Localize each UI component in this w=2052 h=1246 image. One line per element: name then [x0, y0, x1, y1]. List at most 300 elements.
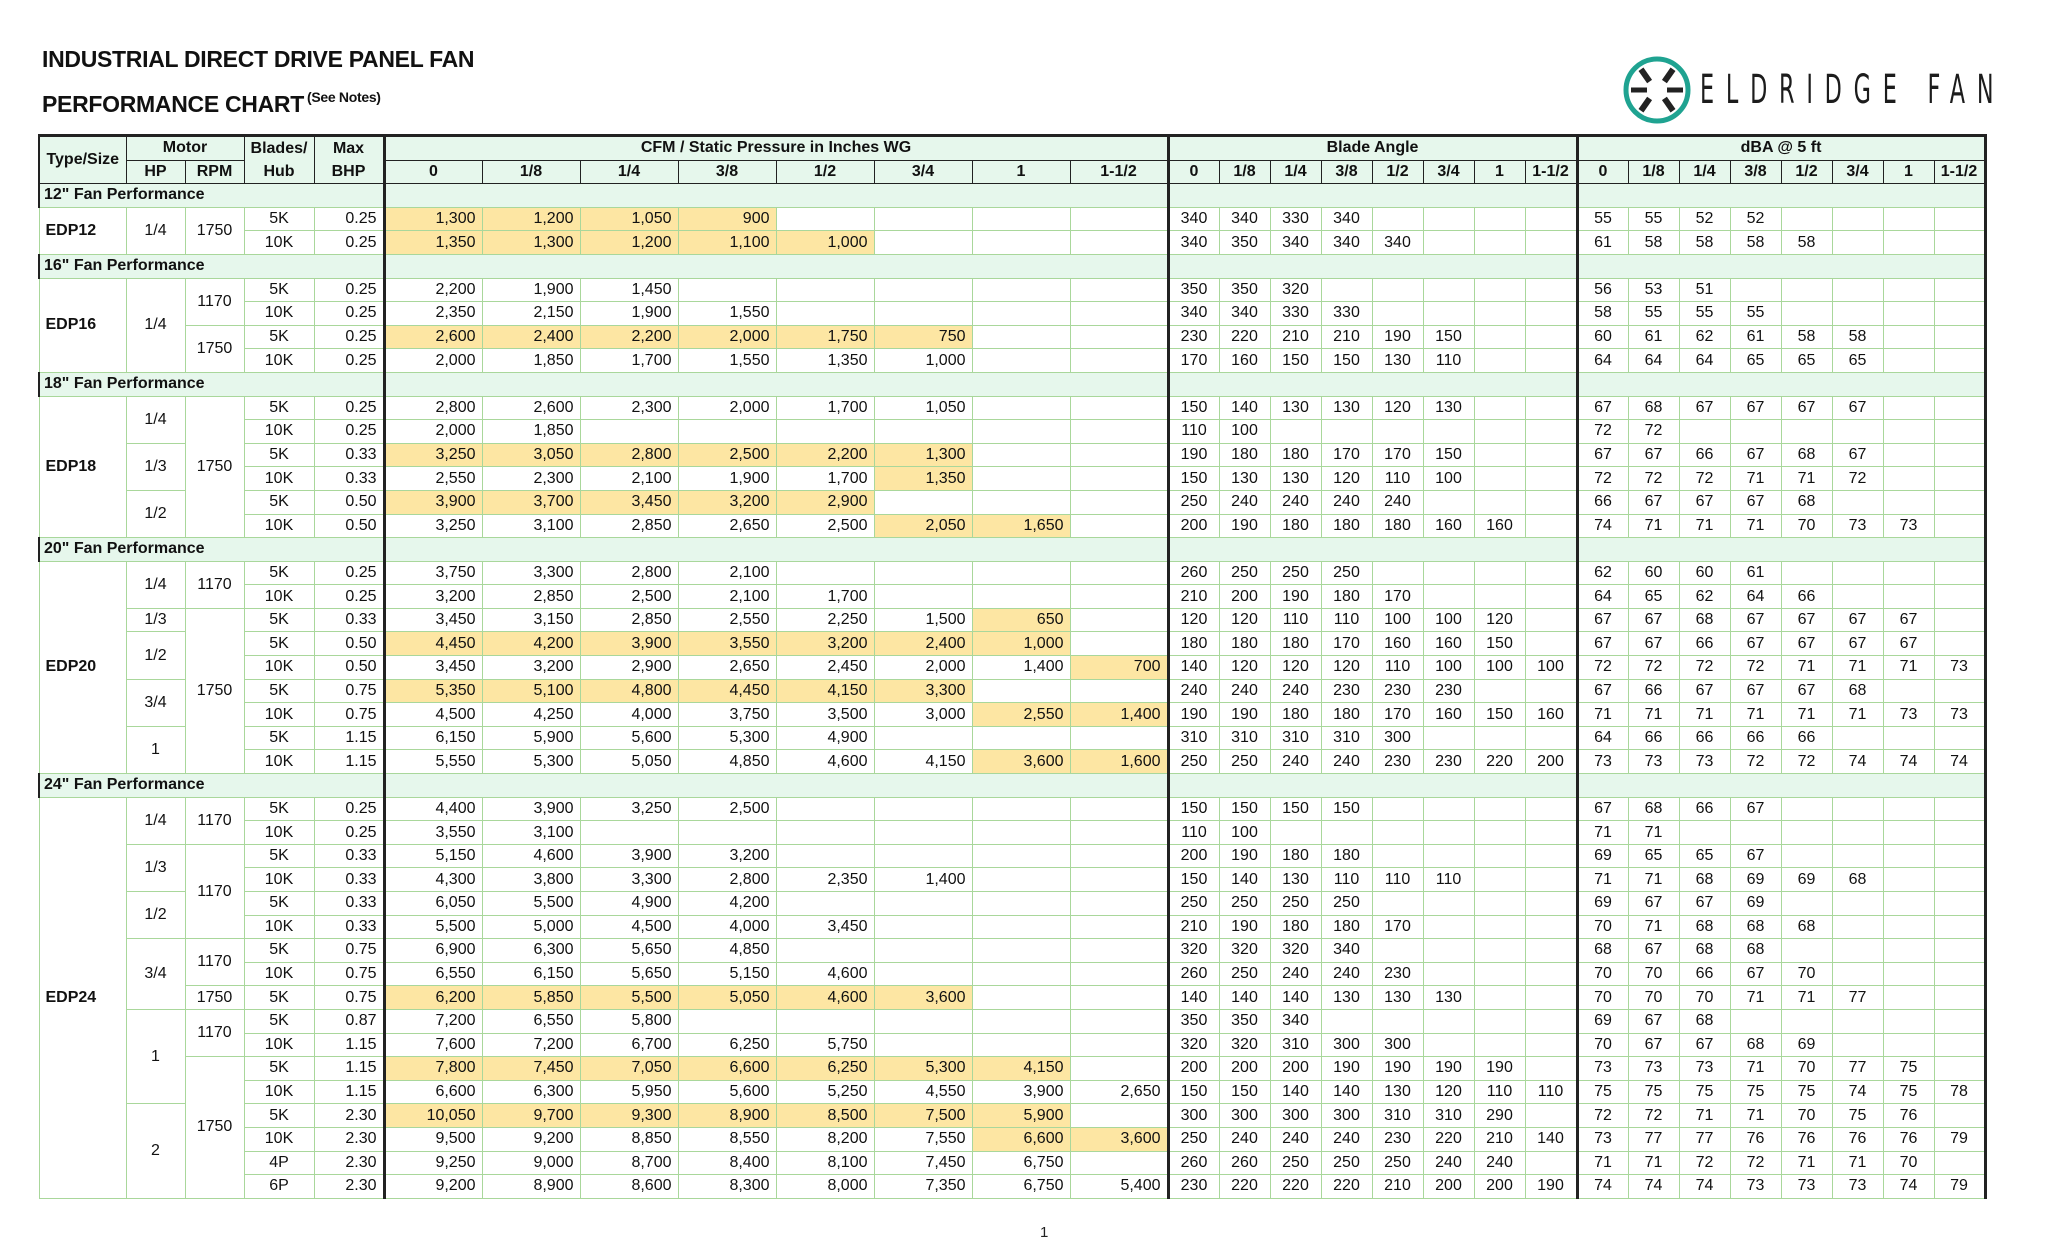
- dba-cell: 67: [1577, 632, 1628, 656]
- blade-angle-cell: 160: [1525, 703, 1577, 727]
- blade-angle-cell: [1525, 844, 1577, 868]
- blade-angle-cell: [1474, 490, 1525, 514]
- dba-cell: [1934, 1104, 1985, 1128]
- blade-angle-cell: [1525, 349, 1577, 373]
- blade-angle-cell: 340: [1168, 302, 1219, 326]
- cfm-cell: [1070, 844, 1168, 868]
- cfm-cell: [874, 278, 972, 302]
- dba-cell: [1934, 797, 1985, 821]
- table-row: [39, 325, 1985, 349]
- cfm-cell: 8,300: [678, 1175, 776, 1199]
- col-header-angle-3: 3/8: [1321, 160, 1372, 184]
- blade-angle-cell: 190: [1219, 514, 1270, 538]
- cfm-cell: 1,700: [776, 396, 874, 420]
- dba-cell: 77: [1679, 1127, 1730, 1151]
- dba-cell: 75: [1781, 1080, 1832, 1104]
- dba-cell: 71: [1883, 656, 1934, 680]
- cfm-cell: 9,700: [482, 1104, 580, 1128]
- cfm-cell: [1070, 396, 1168, 420]
- col-header-cfm-5: 3/4: [874, 160, 972, 184]
- blade-angle-cell: 160: [1423, 632, 1474, 656]
- cfm-cell: 1,700: [776, 585, 874, 609]
- cfm-cell: [1070, 632, 1168, 656]
- cfm-cell: [776, 821, 874, 845]
- col-header-cfm-2: 1/4: [580, 160, 678, 184]
- cfm-cell: [874, 797, 972, 821]
- cfm-cell: [874, 962, 972, 986]
- cfm-cell: 5,300: [482, 750, 580, 774]
- blade-angle-cell: [1321, 278, 1372, 302]
- dba-cell: 72: [1730, 750, 1781, 774]
- cfm-cell: 4,200: [678, 892, 776, 916]
- cfm-cell: 5,600: [580, 726, 678, 750]
- dba-cell: 67: [1679, 490, 1730, 514]
- blade-angle-cell: 240: [1270, 490, 1321, 514]
- blades-hub: 5K: [244, 1057, 314, 1081]
- max-bhp: 0.75: [314, 939, 384, 963]
- blade-angle-cell: [1474, 349, 1525, 373]
- dba-cell: 67: [1781, 679, 1832, 703]
- dba-cell: [1730, 821, 1781, 845]
- cfm-cell: 1,400: [874, 868, 972, 892]
- blade-angle-cell: 180: [1219, 632, 1270, 656]
- blade-angle-cell: [1423, 844, 1474, 868]
- blade-angle-cell: [1423, 939, 1474, 963]
- cfm-cell: 6,750: [972, 1175, 1070, 1199]
- blade-angle-cell: 260: [1168, 561, 1219, 585]
- cfm-cell: [776, 561, 874, 585]
- dba-cell: 76: [1883, 1127, 1934, 1151]
- cfm-cell: [972, 1009, 1070, 1033]
- dba-cell: [1934, 561, 1985, 585]
- cfm-cell: [972, 962, 1070, 986]
- dba-cell: 55: [1577, 207, 1628, 231]
- dba-cell: [1832, 844, 1883, 868]
- dba-cell: [1883, 962, 1934, 986]
- max-bhp: 0.25: [314, 821, 384, 845]
- dba-cell: 55: [1628, 302, 1679, 326]
- blade-angle-cell: [1474, 726, 1525, 750]
- cfm-cell: 4,900: [776, 726, 874, 750]
- title-line-2: [42, 78, 474, 123]
- col-header-dba-group: dBA @ 5 ft: [1577, 136, 1985, 161]
- col-header-angle-5: 3/4: [1423, 160, 1474, 184]
- dba-cell: 76: [1781, 1127, 1832, 1151]
- cfm-cell: 5,500: [580, 986, 678, 1010]
- header-row-columns: [39, 160, 1985, 184]
- cfm-cell: 650: [972, 608, 1070, 632]
- dba-cell: [1934, 207, 1985, 231]
- blades-hub: 5K: [244, 986, 314, 1010]
- cfm-cell: 2,200: [384, 278, 482, 302]
- cfm-cell: 1,400: [972, 656, 1070, 680]
- blade-angle-cell: 150: [1423, 443, 1474, 467]
- dba-cell: [1934, 939, 1985, 963]
- cfm-cell: 7,600: [384, 1033, 482, 1057]
- blade-angle-cell: [1525, 939, 1577, 963]
- blade-angle-cell: 200: [1270, 1057, 1321, 1081]
- dba-cell: 79: [1934, 1127, 1985, 1151]
- dba-cell: 75: [1832, 1104, 1883, 1128]
- blade-angle-cell: 150: [1219, 797, 1270, 821]
- blade-angle-cell: [1423, 821, 1474, 845]
- dba-cell: [1883, 420, 1934, 444]
- dba-cell: 58: [1730, 231, 1781, 255]
- dba-cell: 73: [1730, 1175, 1781, 1199]
- cfm-cell: 9,200: [384, 1175, 482, 1199]
- blade-angle-cell: 230: [1168, 1175, 1219, 1199]
- blade-angle-cell: 120: [1168, 608, 1219, 632]
- blade-angle-cell: [1525, 679, 1577, 703]
- cfm-cell: 3,450: [580, 490, 678, 514]
- dba-cell: 67: [1832, 632, 1883, 656]
- max-bhp: 1.15: [314, 726, 384, 750]
- col-header-cfm-3: 3/8: [678, 160, 776, 184]
- cfm-cell: 2,250: [776, 608, 874, 632]
- dba-cell: 70: [1628, 962, 1679, 986]
- blade-angle-cell: 170: [1168, 349, 1219, 373]
- cfm-cell: 2,500: [580, 585, 678, 609]
- blade-angle-cell: [1423, 1009, 1474, 1033]
- blade-angle-cell: 250: [1321, 892, 1372, 916]
- table-row: [39, 750, 1985, 774]
- cfm-cell: 3,750: [384, 561, 482, 585]
- dba-cell: 66: [1679, 443, 1730, 467]
- blade-angle-cell: [1423, 231, 1474, 255]
- dba-cell: 74: [1934, 750, 1985, 774]
- table-row: [39, 278, 1985, 302]
- cfm-cell: [972, 1033, 1070, 1057]
- blade-angle-cell: 180: [1270, 443, 1321, 467]
- blade-angle-cell: 140: [1321, 1080, 1372, 1104]
- dba-cell: [1883, 726, 1934, 750]
- dba-cell: 75: [1730, 1080, 1781, 1104]
- cfm-cell: 5,600: [678, 1080, 776, 1104]
- dba-cell: 58: [1781, 325, 1832, 349]
- cfm-cell: [1070, 490, 1168, 514]
- dba-cell: 75: [1628, 1080, 1679, 1104]
- blade-angle-cell: 180: [1321, 703, 1372, 727]
- blade-angle-cell: 180: [1372, 514, 1423, 538]
- dba-cell: 73: [1679, 750, 1730, 774]
- section-header-row: [39, 184, 1985, 208]
- dba-cell: 79: [1934, 1175, 1985, 1199]
- max-bhp: 0.25: [314, 325, 384, 349]
- cfm-cell: [776, 278, 874, 302]
- cfm-cell: [1070, 349, 1168, 373]
- blade-angle-cell: 190: [1270, 585, 1321, 609]
- dba-cell: [1832, 915, 1883, 939]
- cfm-cell: 2,900: [776, 490, 874, 514]
- model-name: EDP18: [39, 396, 126, 538]
- blade-angle-cell: 300: [1270, 1104, 1321, 1128]
- blade-angle-cell: 300: [1372, 1033, 1423, 1057]
- cfm-cell: 4,850: [678, 939, 776, 963]
- dba-cell: [1832, 1009, 1883, 1033]
- cfm-cell: 750: [874, 325, 972, 349]
- blade-angle-cell: [1474, 396, 1525, 420]
- dba-cell: 75: [1883, 1057, 1934, 1081]
- blade-angle-cell: 290: [1474, 1104, 1525, 1128]
- blade-angle-cell: 120: [1372, 396, 1423, 420]
- blade-angle-cell: [1372, 207, 1423, 231]
- cfm-cell: 2,100: [678, 585, 776, 609]
- table-row: [39, 1104, 1985, 1128]
- dba-cell: [1832, 231, 1883, 255]
- cfm-cell: 3,200: [384, 585, 482, 609]
- cfm-cell: 7,350: [874, 1175, 972, 1199]
- dba-cell: 73: [1781, 1175, 1832, 1199]
- cfm-cell: [1070, 585, 1168, 609]
- cfm-cell: [1070, 892, 1168, 916]
- table-row: [39, 467, 1985, 491]
- cfm-cell: 4,600: [776, 962, 874, 986]
- blade-angle-cell: [1423, 420, 1474, 444]
- dba-cell: 67: [1781, 396, 1832, 420]
- max-bhp: 0.33: [314, 892, 384, 916]
- cfm-cell: 2,150: [482, 302, 580, 326]
- blade-angle-cell: [1423, 561, 1474, 585]
- blade-angle-cell: 140: [1168, 656, 1219, 680]
- blade-angle-cell: 190: [1474, 1057, 1525, 1081]
- header-row-groups: [39, 136, 1985, 161]
- cfm-cell: 3,900: [972, 1080, 1070, 1104]
- cfm-cell: 1,400: [1070, 703, 1168, 727]
- dba-cell: 65: [1679, 844, 1730, 868]
- cfm-cell: 6,250: [776, 1057, 874, 1081]
- blade-angle-cell: [1474, 868, 1525, 892]
- blade-angle-cell: [1321, 420, 1372, 444]
- motor-hp: 1: [126, 1009, 185, 1103]
- dba-cell: 71: [1628, 821, 1679, 845]
- col-header-angle-2: 1/4: [1270, 160, 1321, 184]
- dba-cell: 60: [1679, 561, 1730, 585]
- cfm-cell: 8,850: [580, 1127, 678, 1151]
- table-row: [39, 561, 1985, 585]
- dba-cell: [1781, 844, 1832, 868]
- blade-angle-cell: 190: [1372, 1057, 1423, 1081]
- cfm-cell: 6,150: [482, 962, 580, 986]
- motor-rpm: 1170: [185, 561, 244, 608]
- dba-cell: 67: [1832, 443, 1883, 467]
- blade-angle-cell: [1525, 396, 1577, 420]
- dba-cell: 65: [1628, 585, 1679, 609]
- blades-hub: 5K: [244, 726, 314, 750]
- cfm-cell: 3,000: [874, 703, 972, 727]
- blade-angle-cell: 240: [1321, 490, 1372, 514]
- blade-angle-cell: 130: [1423, 986, 1474, 1010]
- dba-cell: 73: [1883, 703, 1934, 727]
- cfm-cell: 2,400: [482, 325, 580, 349]
- table-row: [39, 490, 1985, 514]
- max-bhp: 0.25: [314, 349, 384, 373]
- blades-hub: 5K: [244, 490, 314, 514]
- dba-cell: 68: [1628, 396, 1679, 420]
- max-bhp: 0.25: [314, 302, 384, 326]
- max-bhp: 0.75: [314, 679, 384, 703]
- blade-angle-cell: 170: [1372, 443, 1423, 467]
- cfm-cell: 3,450: [384, 608, 482, 632]
- dba-cell: 66: [1781, 585, 1832, 609]
- dba-cell: 74: [1883, 750, 1934, 774]
- dba-cell: 67: [1781, 632, 1832, 656]
- cfm-cell: 4,850: [678, 750, 776, 774]
- blade-angle-cell: [1525, 726, 1577, 750]
- blade-angle-cell: [1423, 302, 1474, 326]
- blade-angle-cell: 240: [1270, 962, 1321, 986]
- blades-hub: 5K: [244, 1009, 314, 1033]
- blades-hub: 5K: [244, 608, 314, 632]
- dba-cell: 51: [1679, 278, 1730, 302]
- dba-cell: 69: [1730, 868, 1781, 892]
- blade-angle-cell: [1525, 420, 1577, 444]
- table-row: [39, 1033, 1985, 1057]
- col-header-dba-0: 0: [1577, 160, 1628, 184]
- dba-cell: 66: [1679, 797, 1730, 821]
- dba-cell: 74: [1679, 1175, 1730, 1199]
- blades-hub: 10K: [244, 868, 314, 892]
- blade-angle-cell: 230: [1372, 962, 1423, 986]
- cfm-cell: 1,300: [874, 443, 972, 467]
- blade-angle-cell: 250: [1270, 561, 1321, 585]
- cfm-cell: [972, 396, 1070, 420]
- blade-angle-cell: 180: [1270, 703, 1321, 727]
- cfm-cell: 5,150: [678, 962, 776, 986]
- section-spacer-angle: [1168, 254, 1577, 278]
- blade-angle-cell: 150: [1168, 467, 1219, 491]
- col-header-cfm-0: 0: [384, 160, 482, 184]
- blade-angle-cell: 150: [1270, 797, 1321, 821]
- dba-cell: 71: [1832, 1151, 1883, 1175]
- blades-hub: 10K: [244, 420, 314, 444]
- dba-cell: 69: [1781, 1033, 1832, 1057]
- cfm-cell: 5,500: [384, 915, 482, 939]
- dba-cell: 66: [1628, 726, 1679, 750]
- blade-angle-cell: 160: [1474, 514, 1525, 538]
- cfm-cell: 3,900: [580, 844, 678, 868]
- blade-angle-cell: 180: [1219, 443, 1270, 467]
- cfm-cell: 6,550: [482, 1009, 580, 1033]
- blade-angle-cell: 310: [1219, 726, 1270, 750]
- blade-angle-cell: 300: [1168, 1104, 1219, 1128]
- dba-cell: 76: [1730, 1127, 1781, 1151]
- cfm-cell: 2,100: [580, 467, 678, 491]
- dba-cell: 64: [1577, 349, 1628, 373]
- blade-angle-cell: 180: [1270, 915, 1321, 939]
- blade-angle-cell: 150: [1168, 868, 1219, 892]
- cfm-cell: [1070, 797, 1168, 821]
- dba-cell: 67: [1730, 844, 1781, 868]
- cfm-cell: 2,100: [678, 561, 776, 585]
- max-bhp: 0.75: [314, 703, 384, 727]
- blade-angle-cell: 330: [1270, 207, 1321, 231]
- cfm-cell: 2,850: [580, 608, 678, 632]
- dba-cell: [1883, 278, 1934, 302]
- dba-cell: [1934, 302, 1985, 326]
- max-bhp: 0.33: [314, 844, 384, 868]
- max-bhp: 0.25: [314, 420, 384, 444]
- cfm-cell: 3,600: [1070, 1127, 1168, 1151]
- table-row: [39, 1151, 1985, 1175]
- blade-angle-cell: [1474, 443, 1525, 467]
- cfm-cell: 1,750: [776, 325, 874, 349]
- cfm-cell: [580, 420, 678, 444]
- blade-angle-cell: 350: [1219, 278, 1270, 302]
- blade-angle-cell: [1474, 679, 1525, 703]
- dba-cell: 58: [1577, 302, 1628, 326]
- cfm-cell: 4,500: [580, 915, 678, 939]
- dba-cell: 60: [1628, 561, 1679, 585]
- dba-cell: [1832, 939, 1883, 963]
- blade-angle-cell: 250: [1168, 1127, 1219, 1151]
- blades-hub: 5K: [244, 679, 314, 703]
- blade-angle-cell: 240: [1270, 750, 1321, 774]
- cfm-cell: [1070, 868, 1168, 892]
- blades-hub: 6P: [244, 1175, 314, 1199]
- dba-cell: [1934, 821, 1985, 845]
- cfm-cell: 3,300: [482, 561, 580, 585]
- table-row: [39, 868, 1985, 892]
- max-bhp: 0.33: [314, 443, 384, 467]
- cfm-cell: 3,250: [580, 797, 678, 821]
- see-notes-link: (See Notes): [306, 89, 381, 105]
- blade-angle-cell: 140: [1219, 868, 1270, 892]
- blade-angle-cell: 200: [1168, 514, 1219, 538]
- blade-angle-cell: 110: [1321, 608, 1372, 632]
- dba-cell: 67: [1577, 443, 1628, 467]
- motor-rpm: 1170: [185, 939, 244, 986]
- dba-cell: 68: [1781, 490, 1832, 514]
- section-label: 24" Fan Performance: [39, 774, 384, 798]
- blade-angle-cell: 210: [1270, 325, 1321, 349]
- dba-cell: [1781, 821, 1832, 845]
- dba-cell: 74: [1577, 1175, 1628, 1199]
- blade-angle-cell: [1525, 797, 1577, 821]
- blade-angle-cell: 100: [1219, 821, 1270, 845]
- dba-cell: 67: [1577, 797, 1628, 821]
- cfm-cell: 6,700: [580, 1033, 678, 1057]
- dba-cell: 68: [1781, 443, 1832, 467]
- dba-cell: 73: [1832, 514, 1883, 538]
- dba-cell: 73: [1577, 1057, 1628, 1081]
- cfm-cell: 8,700: [580, 1151, 678, 1175]
- cfm-cell: 3,750: [678, 703, 776, 727]
- blade-angle-cell: 340: [1168, 207, 1219, 231]
- blades-hub: 10K: [244, 656, 314, 680]
- dba-cell: [1781, 561, 1832, 585]
- blade-angle-cell: 240: [1321, 750, 1372, 774]
- cfm-cell: [972, 561, 1070, 585]
- blade-angle-cell: 130: [1270, 396, 1321, 420]
- cfm-cell: 2,600: [384, 325, 482, 349]
- dba-cell: [1832, 797, 1883, 821]
- cfm-cell: [1070, 278, 1168, 302]
- dba-cell: 74: [1628, 1175, 1679, 1199]
- blade-angle-cell: 330: [1321, 302, 1372, 326]
- cfm-cell: 8,550: [678, 1127, 776, 1151]
- motor-hp: 1/3: [126, 608, 185, 632]
- model-name: EDP24: [39, 797, 126, 1198]
- dba-cell: [1934, 679, 1985, 703]
- cfm-cell: 3,200: [482, 656, 580, 680]
- cfm-cell: 1,100: [678, 231, 776, 255]
- blade-angle-cell: [1372, 302, 1423, 326]
- col-header-dba-5: 3/4: [1832, 160, 1883, 184]
- cfm-cell: 4,150: [874, 750, 972, 774]
- table-row: [39, 656, 1985, 680]
- dba-cell: [1883, 821, 1934, 845]
- blade-angle-cell: [1525, 1104, 1577, 1128]
